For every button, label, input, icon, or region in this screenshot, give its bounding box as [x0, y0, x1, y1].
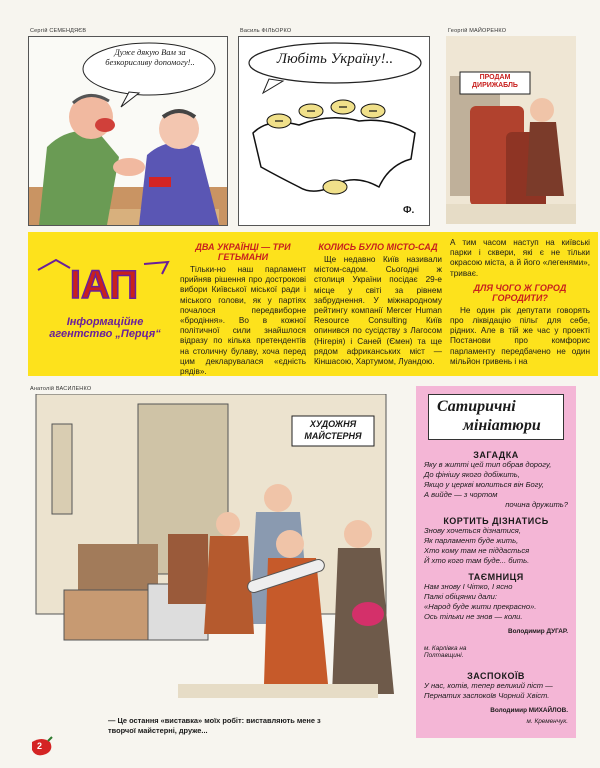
- poem2-line: Хто кому там не піддасться: [424, 546, 530, 555]
- poem3-title: ТАЄМНИЦЯ: [468, 572, 524, 582]
- poem1-line: Якщо у церкві молиться він Богу,: [424, 480, 544, 489]
- iap-subtitle: Інформаційне агентство „Перця“: [49, 316, 161, 340]
- article2-text: Ще недавно Київ називали містом-садом. Сьогодні ж столиця України посідає 29-е місце у світі за рівнем забруднення. У міжнародному рейтингу компанії Mercer Human Resource Consulting Київ опинився по сусідству з Лагосом (Нігерія) і Саней (Ємен) та ще рядом африканських міст — Кіншасою, Хартумом, Луандою.: [314, 255, 442, 367]
- poem3-author: Володимир ДУГАР.: [508, 628, 568, 635]
- cartoon2-signature: Ф.: [403, 205, 415, 216]
- page-number: 2: [37, 741, 43, 751]
- article3-text: Не один рік депутати говорять про ліквідацію пільг для себе, рідних. Але в тій же час у проекті Постанови про комфорис парламенту передбачено не один мільйон гривень і на: [450, 305, 590, 366]
- poem3-line: Нам знову І Чітко, І ясно: [424, 582, 513, 591]
- poem3-line: «Народ буде жити прекрасно».: [424, 602, 537, 611]
- poem2-line: Знову хочеться дізнатися,: [424, 526, 521, 535]
- poem3-place: м. Карлівка на Полтавщині.: [424, 645, 467, 659]
- poem1-line: Яку в житті цей тип обрав дорогу,: [424, 460, 552, 469]
- cartoon-love-ukraine: [238, 36, 430, 226]
- cartoon-handshake: [28, 36, 228, 226]
- poem4-place: м. Кременчук.: [526, 718, 568, 725]
- poem3-line: Палкі обіцянки дали:: [424, 592, 497, 601]
- svg-text:ІАП: ІАП: [69, 263, 139, 304]
- market-stall-illustration: [446, 36, 576, 224]
- cartoon4-caption: — Це остання «виставка» моїх робіт: виставляють мене з творчої майстерні, друже...: [108, 716, 321, 735]
- poem1-title: ЗАГАДКА: [473, 450, 519, 460]
- article1-title: ДВА УКРАЇНЦІ — ТРИ ГЕТЬМАНИ: [195, 242, 291, 262]
- cartoon1-author: Сергій СЕМЕНДЯЄВ: [30, 28, 87, 34]
- poem4: [416, 681, 576, 701]
- poem1-line: До фінішу якого добіжить,: [424, 470, 520, 479]
- cartoon-art-studio: [28, 394, 406, 710]
- poem4-author: Володимир МИХАЙЛОВ.: [490, 707, 568, 714]
- article2-continued: А тим часом наступ на київські парки і сквери, які є не тільки окрасою міста, а й його «легенями», триває.: [450, 238, 590, 278]
- cartoon4-sign: ХУДОЖНЯ МАЙСТЕРНЯ: [304, 419, 362, 441]
- poem1-line: почина дружить?: [505, 500, 568, 509]
- satire-title-plate: [428, 394, 564, 440]
- poem2-title: КОРТИТЬ ДІЗНАТИСЬ: [443, 516, 549, 526]
- poem3: [416, 582, 576, 622]
- cartoon-airship-sale: [446, 36, 576, 224]
- article-two-ukrainians: [180, 242, 306, 377]
- cartoon1-bubble: Дуже дякую Вам за безкорисливу допомогу!..: [105, 47, 195, 67]
- poem4-line: Пернатих заспокоїв Чорний Хвіст.: [424, 691, 550, 700]
- article-fence: [450, 238, 590, 367]
- cartoon2-bubble: Любіть Україну!..: [276, 51, 394, 67]
- satire-title-line1: Сатиричні: [437, 398, 516, 415]
- poem3-line: Ось тільки не знов — коли.: [424, 612, 523, 621]
- poem1: [416, 460, 576, 510]
- page-number-pepper: [28, 736, 54, 758]
- poem4-line: У нас, котів, тепер великий піст —: [424, 681, 553, 690]
- article1-text: Тільки-но наш парламент прийняв рішення про дострокові вибори Київської міської ради і міського голови, як у партіях почалося передвиборне «бродіння». Во в кожної політичної сили знайшлося відразу по кілька претендентів на столичну булаву, хоча перед цим декларувалася «єдність рядів».: [180, 265, 306, 377]
- poem2-line: Як парламент буде жить,: [424, 536, 519, 545]
- poem2-line: Й хто кого там буде... бить.: [424, 556, 530, 565]
- poem1-line: А вийде — з чортом: [424, 490, 498, 499]
- cartoon3-author: Георгій МАЙОРЕНКО: [448, 28, 507, 34]
- iap-logo: [34, 258, 174, 304]
- iap-news-band: [28, 232, 598, 376]
- cartoon3-sign: ПРОДАМ ДИРИЖАБЛЬ: [472, 74, 518, 89]
- poem2: [416, 526, 576, 566]
- article3-title: ДЛЯ ЧОГО Ж ГОРОД ГОРОДИТИ?: [473, 282, 567, 303]
- satire-title-line2: мініатюри: [463, 417, 541, 434]
- article-garden-city: [314, 242, 442, 367]
- cartoon4-author: Анатолій ВАСИЛЕНКО: [30, 386, 92, 392]
- cartoon2-author: Василь ФІЛЬОРКО: [240, 28, 292, 34]
- article2-title: КОЛИСЬ БУЛО МІСТО-САД: [318, 242, 438, 252]
- satire-miniatures-box: [416, 386, 576, 738]
- poem4-title: ЗАСПОКОЇВ: [467, 671, 525, 681]
